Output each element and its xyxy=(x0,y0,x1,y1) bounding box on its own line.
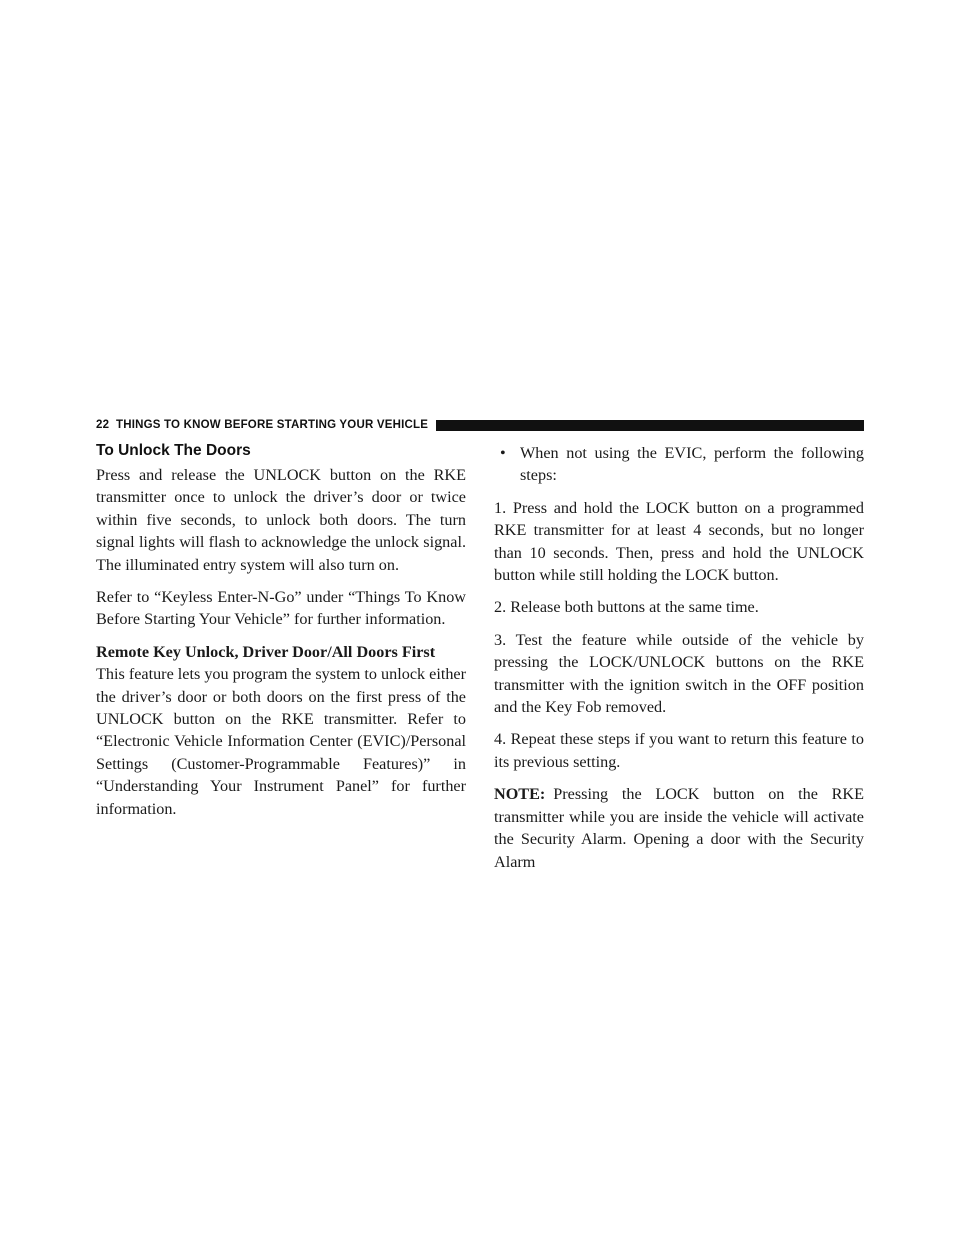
left-column xyxy=(96,442,466,830)
note-label: NOTE: xyxy=(494,785,546,804)
feature-paragraph: This feature lets you program the system to unlock either the driver’s door or both doors on the first press of the UNLOCK button on the RKE transmitter. Refer to “Electronic Vehicle Information Center (EVIC)/Personal Settings (Customer-Programmable Features)” in “Understanding Your Instrument Panel” for further information. xyxy=(96,665,466,818)
page-header xyxy=(96,418,864,432)
note-paragraph xyxy=(494,783,864,873)
subsection-heading: Remote Key Unlock, Driver Door/All Doors First xyxy=(96,642,436,661)
bullet-item xyxy=(494,442,864,487)
step-1: 1. Press and hold the LOCK button on a programmed RKE transmitter for at least 4 seconds, but no longer than 10 seconds. Then, press and hold the UNLOCK button while still holding the LOCK button. xyxy=(494,498,864,585)
step-3: 3. Test the feature while outside of the vehicle by pressing the LOCK/UNLOCK buttons on the RKE transmitter with the ignition switch in the OFF position and the Key Fob removed. xyxy=(494,630,864,717)
bullet-text: When not using the EVIC, perform the following steps: xyxy=(520,444,864,485)
refer-paragraph: Refer to “Keyless Enter-N-Go” under “Things To Know Before Starting Your Vehicle” for further information. xyxy=(96,588,466,629)
right-column xyxy=(494,442,864,883)
bullet-icon: • xyxy=(500,444,506,462)
section-heading: To Unlock The Doors xyxy=(96,442,251,459)
step-4: 4. Repeat these steps if you want to return this feature to its previous setting. xyxy=(494,730,864,771)
page-header-text xyxy=(96,419,428,431)
section-title: THINGS TO KNOW BEFORE STARTING YOUR VEHICLE xyxy=(116,419,429,431)
step-2: 2. Release both buttons at the same time. xyxy=(494,598,759,617)
unlock-paragraph: Press and release the UNLOCK button on the RKE transmitter once to unlock the driver’s door or twice within five seconds, to unlock both doors. The turn signal lights will flash to acknowledge the unlock signal. The illuminated entry system will also turn on. xyxy=(96,466,466,574)
note-text: Pressing the LOCK button on the RKE transmitter while you are inside the vehicle will activate the Security Alarm. Opening a door with the Security Alarm xyxy=(494,785,864,871)
page-number: 22 xyxy=(96,419,110,431)
header-rule xyxy=(436,420,864,431)
